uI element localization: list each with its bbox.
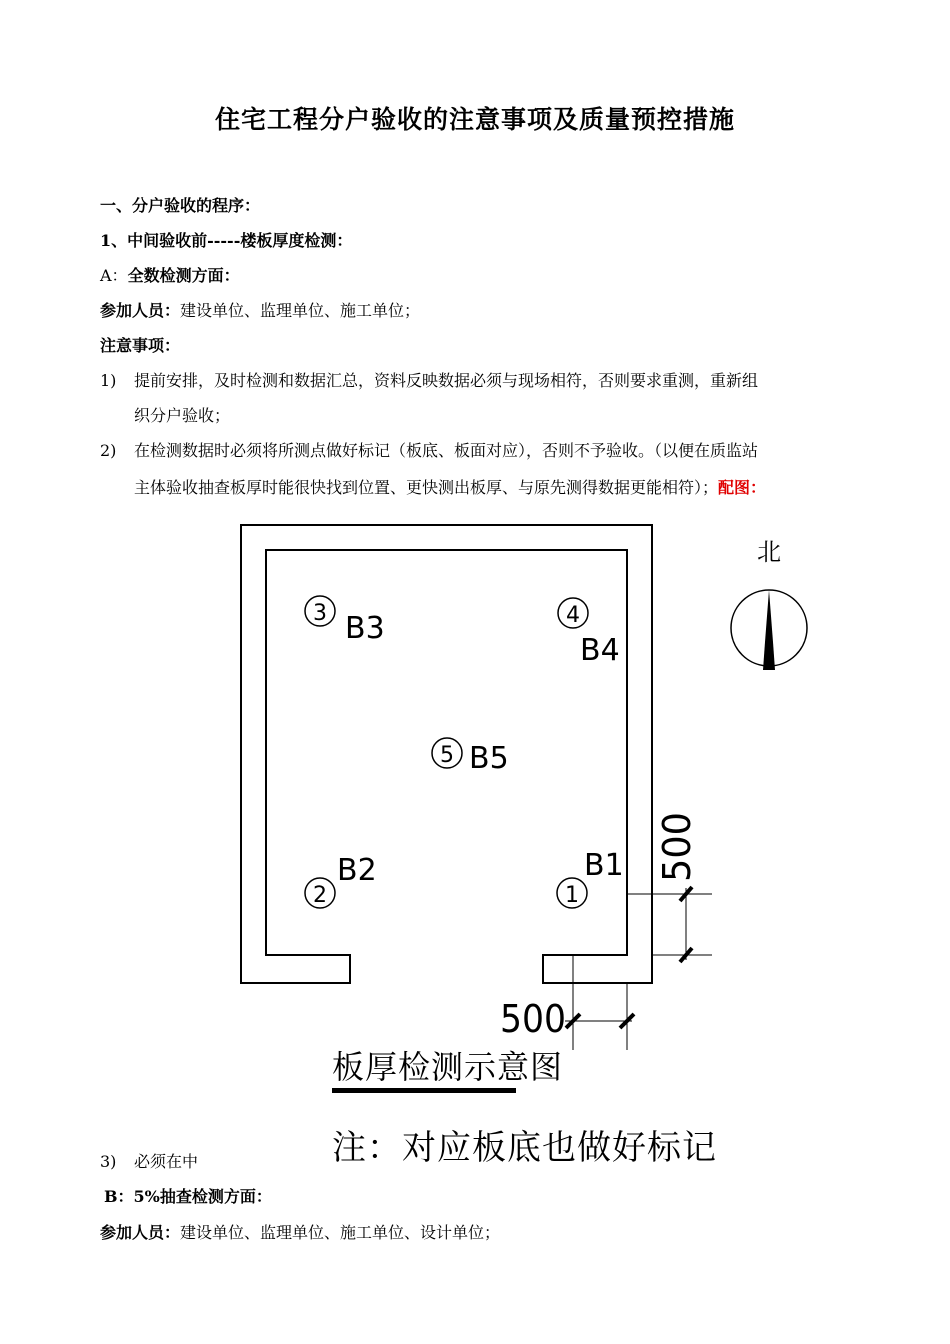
item-heading: 1、中间验收前-----楼板厚度检测： (100, 231, 353, 250)
participants-label: 参加人员： (100, 301, 181, 320)
note-number: 2) (100, 441, 117, 460)
note-text-cont (134, 478, 766, 498)
note-item (100, 371, 758, 391)
participants-line (100, 301, 420, 321)
point-number: 2 (313, 883, 327, 908)
note-text: 必须在中 (134, 1152, 199, 1171)
section-heading: 一、分户验收的程序： (100, 196, 261, 215)
dim-horizontal-label: 500 (500, 997, 566, 1041)
participants-label: 参加人员： (100, 1223, 181, 1242)
note-number: 1) (100, 371, 117, 390)
sub-heading-b (104, 1187, 272, 1207)
sub-heading-b-text: 5%抽查检测方面： (133, 1187, 272, 1206)
note-item (100, 1152, 198, 1172)
notes-heading: 注意事项： (100, 336, 181, 355)
sub-heading-a (100, 266, 240, 286)
sub-heading-a-label: A： (100, 266, 128, 285)
sub-heading-b-label: B： (104, 1187, 134, 1206)
sub-heading-a-text: 全数检测方面： (127, 266, 240, 285)
north-label: 北 (757, 538, 781, 566)
slab-thickness-diagram (0, 510, 950, 1120)
caption-underline (332, 1088, 516, 1093)
point-label: B4 (580, 633, 620, 668)
point-number: 5 (440, 743, 454, 768)
point-label: B5 (469, 741, 509, 776)
point-label: B1 (584, 848, 624, 883)
figure-reference: 配图： (718, 478, 767, 497)
point-label: B2 (337, 853, 377, 888)
page-title: 住宅工程分户验收的注意事项及质量预控措施 (214, 105, 735, 134)
point-number: 1 (565, 883, 579, 908)
note-text-line2: 主体验收抽查板厚时能很快找到位置、更快测出板厚、与原先测得数据更能相符）； (134, 478, 719, 497)
image-overlap-mask (200, 1145, 330, 1175)
participants-text: 建设单位、监理单位、施工单位、设计单位； (180, 1223, 501, 1242)
point-number: 3 (313, 601, 327, 626)
note-text-cont: 织分户验收； (134, 406, 231, 425)
note-item (100, 441, 758, 461)
note-text: 提前安排，及时检测和数据汇总，资料反映数据必须与现场相符，否则要求重测，重新组 (134, 371, 759, 390)
note-text: 在检测数据时必须将所测点做好标记（板底、板面对应），否则不予验收。（以便在质监站 (134, 441, 759, 460)
point-label: B3 (345, 611, 385, 646)
dim-vertical-label: 500 (655, 809, 699, 882)
note-number: 3) (100, 1152, 117, 1171)
figure-caption: 板厚检测示意图 (332, 1048, 564, 1086)
north-arrow-pointer (763, 590, 775, 670)
point-number: 4 (566, 603, 580, 628)
figure-note: 注：对应板底也做好标记 (332, 1128, 717, 1168)
participants-text: 建设单位、监理单位、施工单位； (180, 301, 421, 320)
participants-line (100, 1223, 500, 1243)
